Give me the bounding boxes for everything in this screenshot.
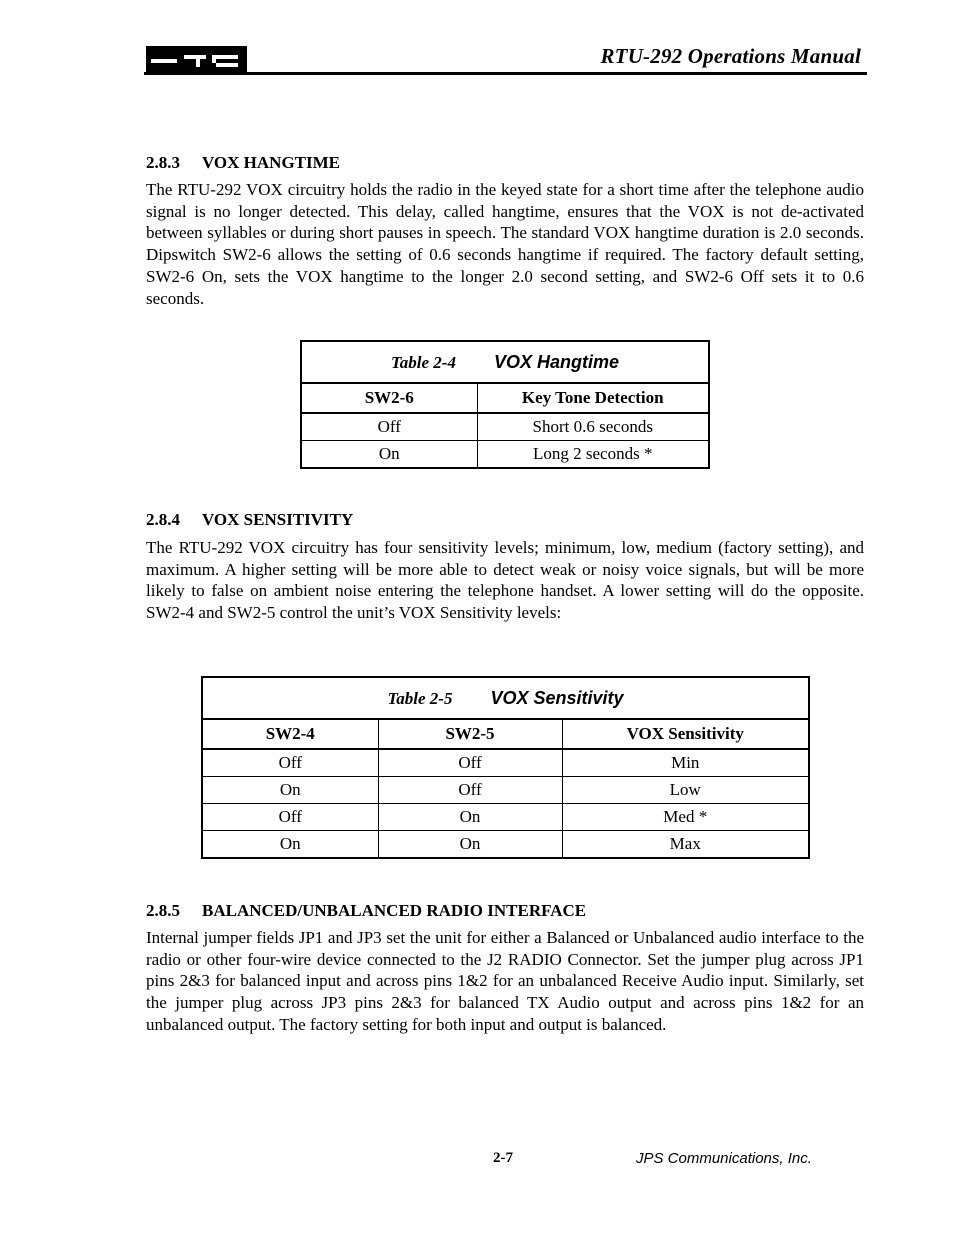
column-header: VOX Sensitivity — [562, 719, 809, 749]
column-header: SW2-6 — [301, 383, 477, 413]
company-name: JPS Communications, Inc. — [636, 1150, 812, 1167]
table-header-row — [301, 383, 709, 413]
table-caption-label: Table 2-4 — [390, 352, 456, 372]
table-cell: Off — [202, 749, 378, 777]
table-cell: On — [378, 804, 562, 831]
table-caption-title: VOX Sensitivity — [490, 687, 624, 708]
table-row — [202, 804, 809, 831]
section-heading-vox-hangtime — [146, 153, 340, 173]
jps-logo-icon — [146, 46, 247, 72]
section-title: VOX HANGTIME — [202, 153, 341, 172]
header-rule — [144, 72, 867, 75]
table-cell: Long 2 seconds * — [477, 441, 709, 469]
section-paragraph-radio-interface: Internal jumper fields JP1 and JP3 set the unit for either a Balanced or Unbalanced audio interface to the radio or other four-wire device connected to the J2 RADIO Connector. Set the jumper plug across JP1 pins 2&3 for balanced input and across pins 1&2 for an unbalanced Receive Audio input. Similarly, set the jumper plug across JP3 pins 2&3 for balanced TX Audio output and across pins 1&2 for an unbalanced output. The factory setting for both input and output is balanced. — [146, 928, 864, 1034]
table-caption — [301, 341, 709, 383]
document-title: RTU-292 Operations Manual — [600, 44, 861, 68]
table-row — [202, 749, 809, 777]
table-cell: Short 0.6 seconds — [477, 413, 709, 441]
section-number: 2.8.5 — [146, 901, 180, 920]
table-row — [202, 831, 809, 859]
page-number: 2-7 — [493, 1150, 513, 1166]
section-number: 2.8.4 — [146, 510, 180, 529]
section-title: BALANCED/UNBALANCED RADIO INTERFACE — [202, 901, 587, 920]
table-vox-sensitivity — [201, 676, 810, 859]
table-caption-label: Table 2-5 — [387, 688, 453, 708]
table-cell: Med * — [562, 804, 809, 831]
table-vox-hangtime — [300, 340, 710, 469]
table-row — [202, 777, 809, 804]
section-heading-vox-sensitivity — [146, 510, 353, 530]
section-heading-radio-interface — [146, 901, 586, 921]
section-title: VOX SENSITIVITY — [202, 510, 354, 529]
table-caption-row — [202, 677, 809, 719]
table-cell: Low — [562, 777, 809, 804]
table-header-row — [202, 719, 809, 749]
table-caption-row — [301, 341, 709, 383]
section-paragraph-vox-sensitivity: The RTU-292 VOX circuitry has four sensitivity levels; minimum, low, medium (factory setting), and maximum. A higher setting will be more able to detect weak or noisy voice signals, but will be more likely to false on ambient noise entering the telephone handset. A lower setting will do the opposite. SW2-4 and SW2-5 control the unit’s VOX Sensitivity levels: — [146, 538, 864, 623]
section-number: 2.8.3 — [146, 153, 180, 172]
table-cell: Off — [378, 749, 562, 777]
section-paragraph-vox-hangtime: The RTU-292 VOX circuitry holds the radio in the keyed state for a short time after the telephone audio signal is no longer detected. This delay, called hangtime, ensures that the VOX is not de-activated between syllables or during short pauses in speech. The standard VOX hangtime duration is 2.0 seconds. Dipswitch SW2-6 allows the setting of 0.6 seconds hangtime if required. The factory default setting, SW2-6 On, sets the VOX hangtime to the longer 2.0 second setting, and SW2-6 Off sets it to 0.6 seconds. — [146, 180, 864, 308]
column-header: SW2-4 — [202, 719, 378, 749]
table-cell: On — [202, 777, 378, 804]
table-caption — [202, 677, 809, 719]
table-cell: Max — [562, 831, 809, 859]
table-cell: Min — [562, 749, 809, 777]
table-cell: Off — [301, 413, 477, 441]
column-header: Key Tone Detection — [477, 383, 709, 413]
table-cell: On — [378, 831, 562, 859]
table-cell: On — [301, 441, 477, 469]
table-cell: On — [202, 831, 378, 859]
column-header: SW2-5 — [378, 719, 562, 749]
table-row — [301, 441, 709, 469]
table-cell: Off — [378, 777, 562, 804]
table-caption-title: VOX Hangtime — [493, 351, 620, 372]
table-cell: Off — [202, 804, 378, 831]
table-row — [301, 413, 709, 441]
